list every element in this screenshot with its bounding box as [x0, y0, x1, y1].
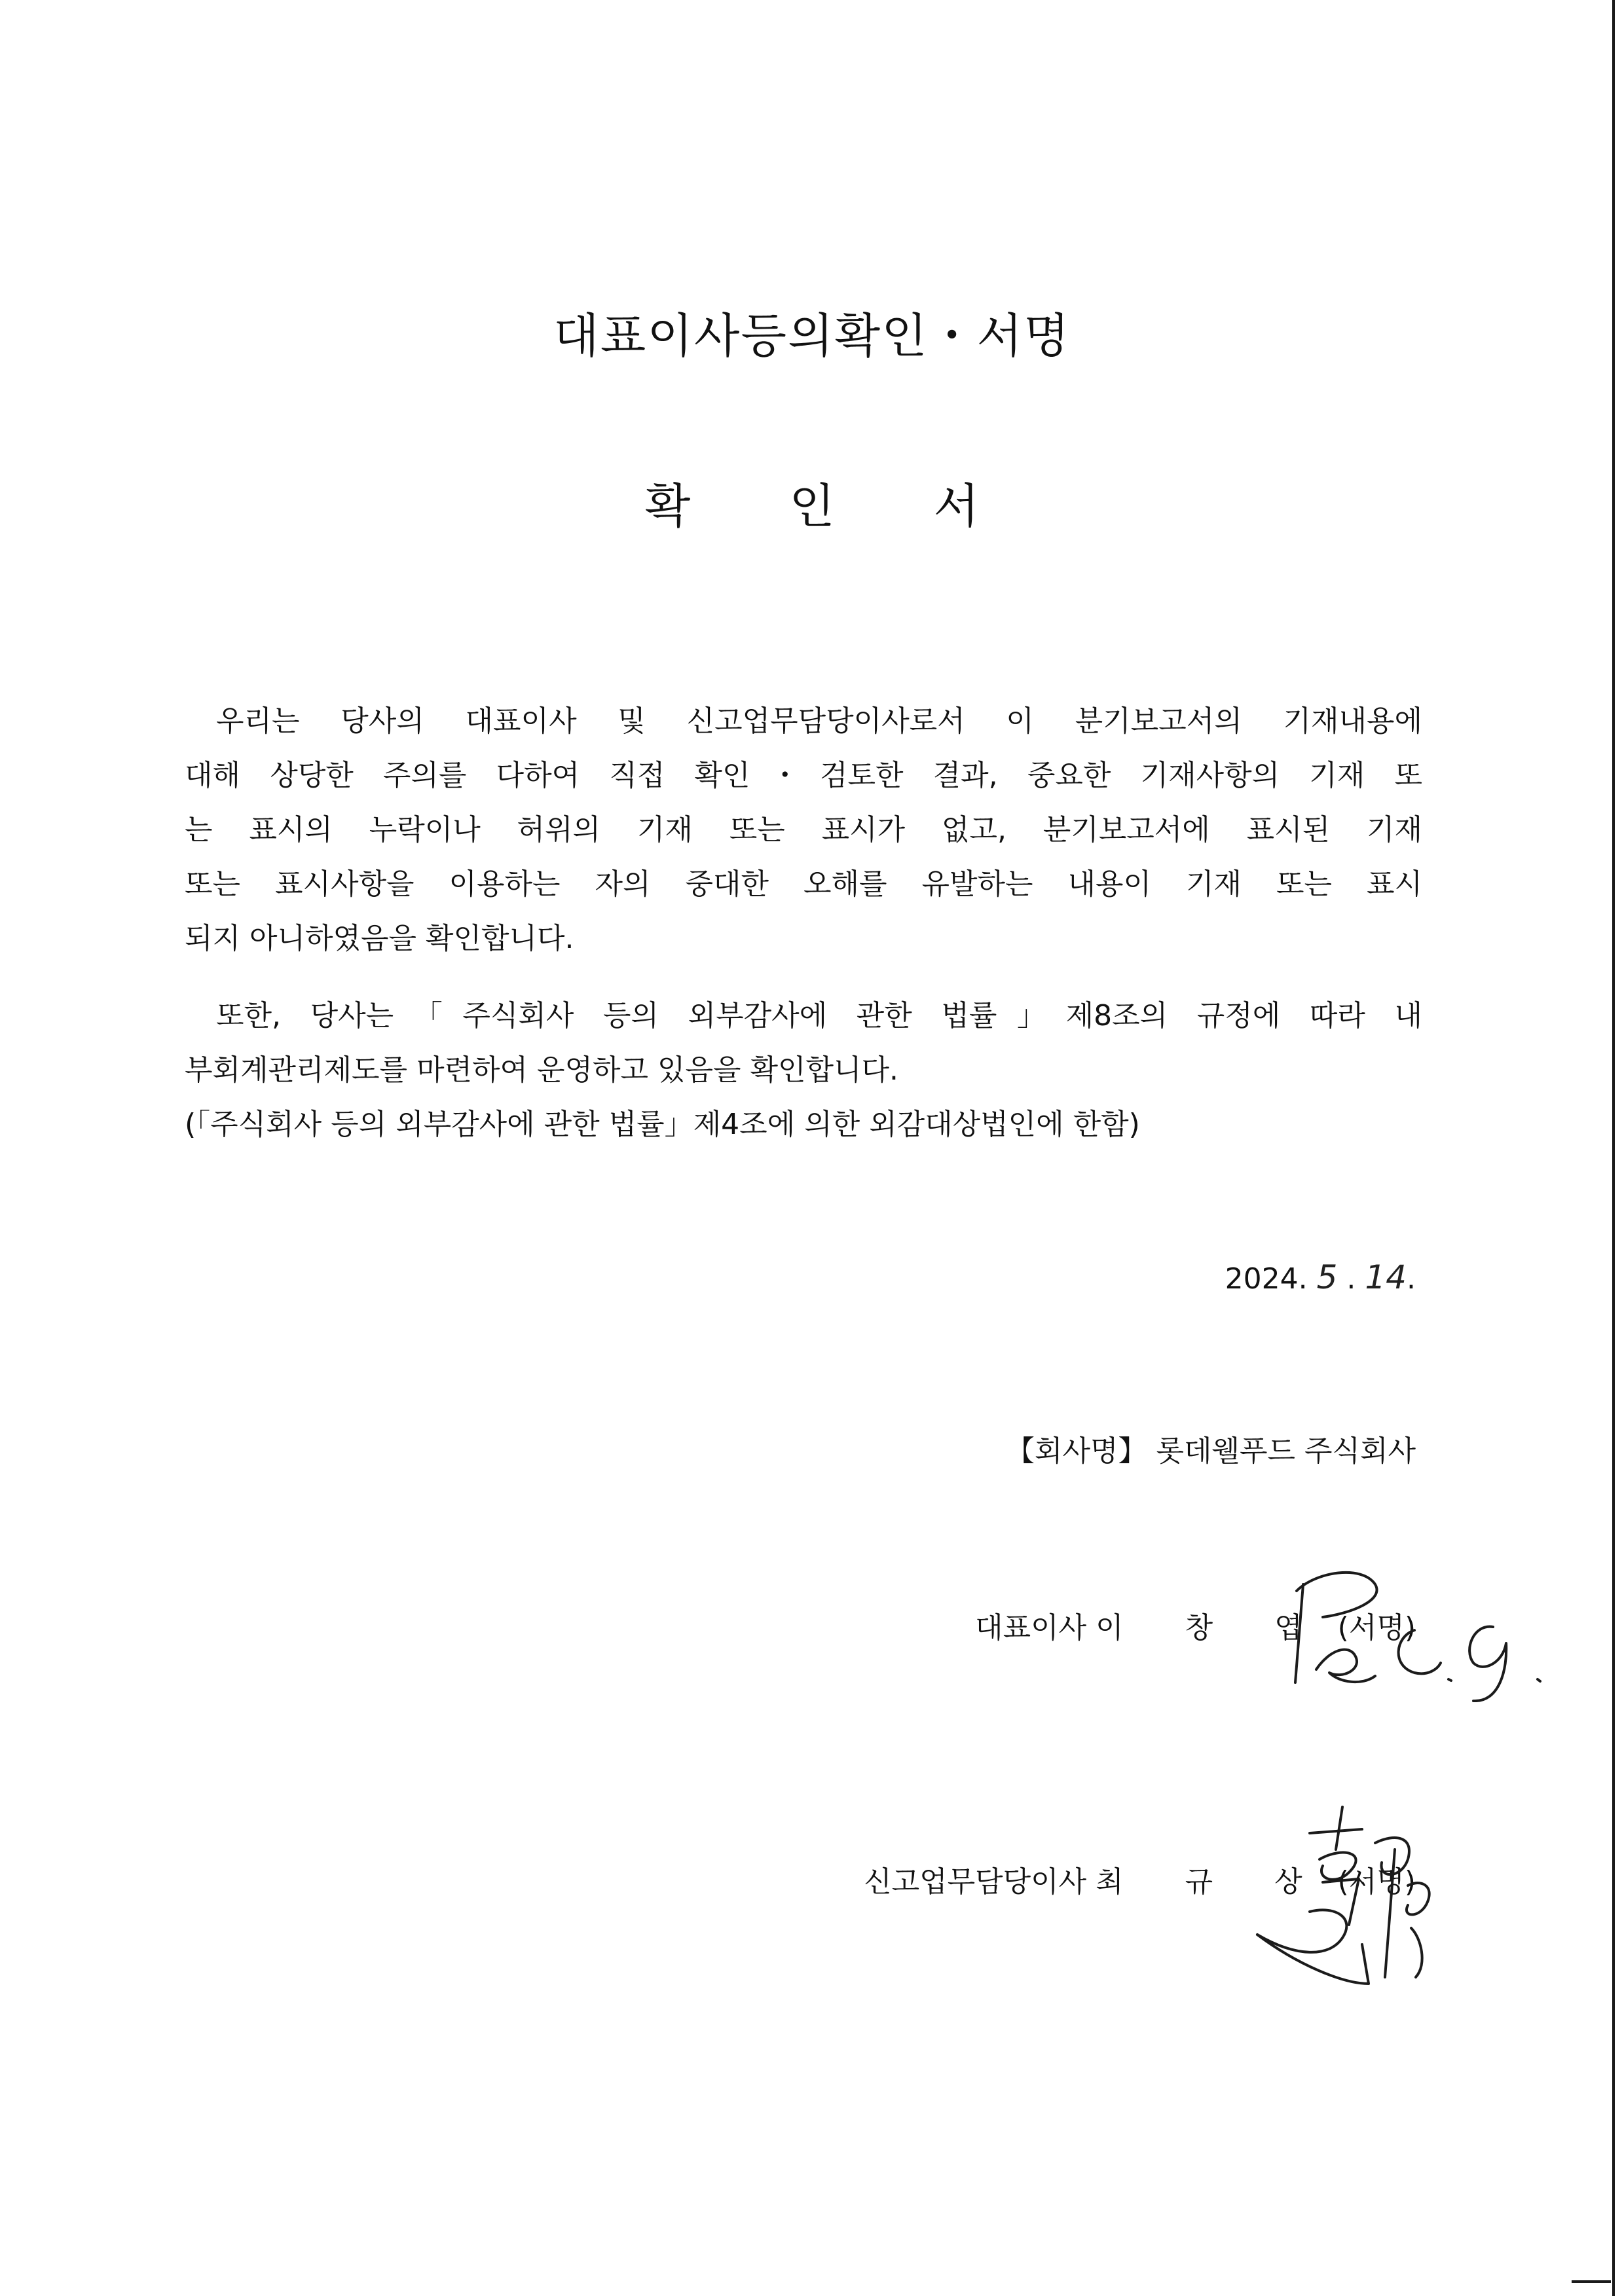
- confirmation-paragraph: [185, 694, 1422, 966]
- paragraph-line: 는 표시의 누락이나 허위의 기재 또는 표시가 없고, 분기보고서에 표시된 기재: [185, 813, 1422, 847]
- date-month-handwritten: 5: [1316, 1258, 1338, 1296]
- paragraph-line: (「주식회사 등의 외부감사에 관한 법률」제4조에 의한 외감대상법인에 한함): [185, 1108, 1140, 1141]
- cfo-sign-label: (서명): [1337, 1865, 1416, 1899]
- ceo-signature-line: [975, 1604, 1416, 1646]
- paragraph-line: 부회계관리제도를 마련하여 운영하고 있음을 확인합니다.: [185, 1053, 899, 1087]
- company-name: 롯데웰푸드 주식회사: [1156, 1434, 1416, 1468]
- scan-edge-bottom: [1572, 2280, 1611, 2283]
- ceo-title: 대표이사: [975, 1611, 1087, 1645]
- ceo-sign-label: (서명): [1337, 1611, 1416, 1645]
- date-end: .: [1407, 1262, 1416, 1296]
- document-title: 대표이사등의확인・서명: [553, 308, 1071, 363]
- paragraph-line: 또한, 당사는「주식회사 등의 외부감사에 관한 법률」제8조의 규정에 따라 내: [216, 999, 1422, 1032]
- paragraph-line: 또는 표시사항을 이용하는 자의 중대한 오해를 유발하는 내용이 기재 또는 표시: [185, 867, 1422, 901]
- paragraph-line: 대해 상당한 주의를 다하여 직접 확인・검토한 결과, 중요한 기재사항의 기재 또: [185, 759, 1422, 792]
- paragraph-line: 우리는 당사의 대표이사 및 신고업무담당이사로서 이 분기보고서의 기재내용에: [216, 704, 1422, 738]
- internal-control-paragraph: [185, 989, 1422, 1152]
- cfo-name: 최 규 상: [1096, 1865, 1329, 1899]
- cfo-title: 신고업무담당이사: [864, 1865, 1087, 1899]
- cfo-signature-line: [864, 1858, 1416, 1900]
- document-subtitle: 확 인 서: [644, 479, 1022, 534]
- paragraph-line: 되지 아니하였음을 확인합니다.: [185, 922, 574, 955]
- company-label: 【회사명】: [1005, 1434, 1147, 1468]
- date-year: 2024.: [1225, 1262, 1308, 1296]
- company-line: [1006, 1427, 1416, 1469]
- document-date: [1225, 1258, 1416, 1296]
- date-day-handwritten: 14: [1365, 1258, 1407, 1296]
- ceo-name: 이 창 엽: [1096, 1611, 1329, 1645]
- date-separator: .: [1346, 1262, 1356, 1296]
